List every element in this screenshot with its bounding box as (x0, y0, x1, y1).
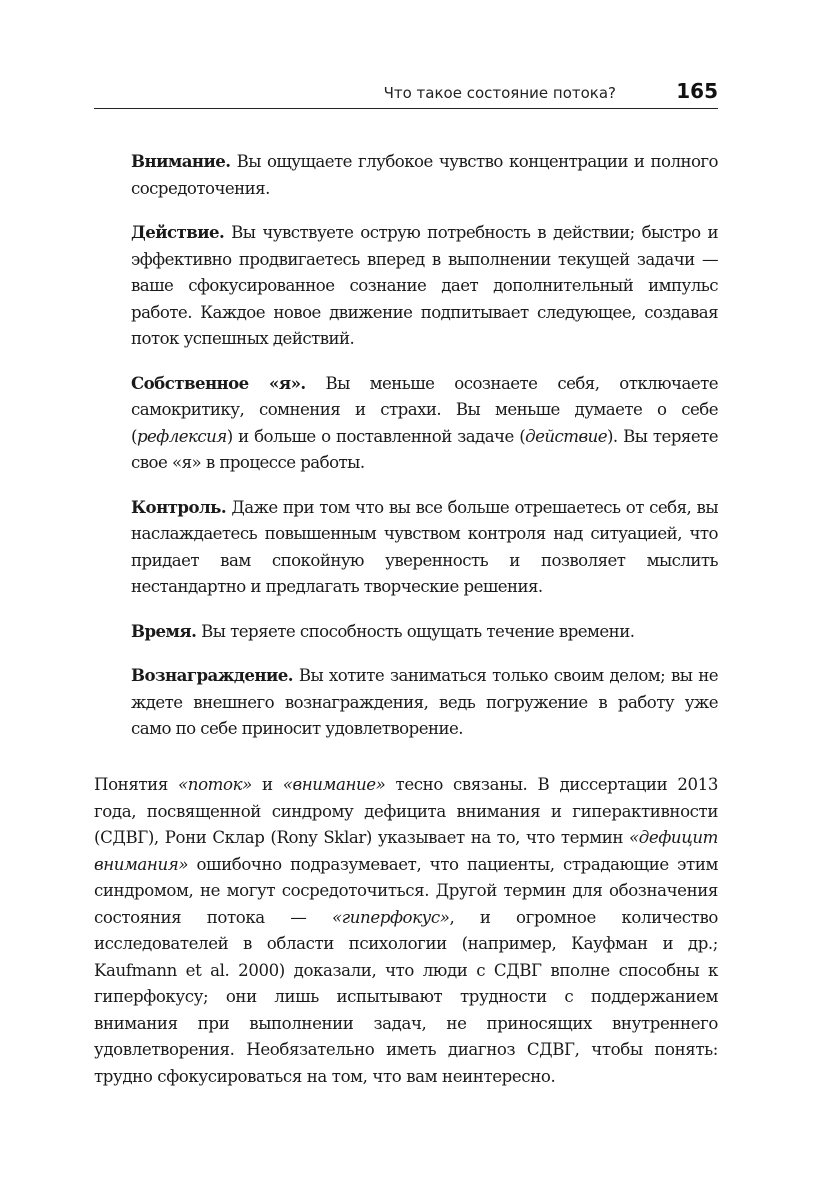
paragraph-emphasis: «гиперфокус» (332, 907, 450, 927)
paragraph-text: Понятия (94, 775, 179, 794)
item-text: Вы меньше осознаете себя, отключаете самокритику, сомнения и страхи. Вы меньше думаете о себе ( (131, 373, 718, 446)
paragraph-text: , и огромное количество исследователей в области психологии (например, Кауфман и др.; Kaufmann et al. 2000) доказали, что люди с СДВГ вполне способны к гиперфокусу; они лишь испытывают трудности с поддержанием внимания при выполнении задач, не приносящих внутреннего удовлетворения. Необязательно иметь диагноз СДВГ, чтобы понять: трудно сфокусироваться на том, что вам неинтересно. (94, 907, 718, 1086)
item-term: Вознаграждение. (131, 665, 294, 685)
paragraph-emphasis: «поток» (178, 775, 252, 794)
item-term: Собственное «я». (131, 372, 306, 393)
item-attention (131, 148, 718, 202)
item-action (131, 219, 718, 353)
chapter-title: Что такое состояние потока? (383, 84, 616, 102)
item-text: Вы теряете способность ощущать течение времени. (196, 621, 635, 641)
paragraph-text: тесно связаны. В диссертации 2013 года, посвященной синдрому дефицита внимания и гиперактивности (СДВГ), Рони Склар (Rony Sklar) указывает на то, что термин (94, 775, 718, 847)
body-paragraph (94, 772, 718, 1090)
page-number: 165 (676, 79, 718, 103)
item-text: Вы чувствуете острую потребность в действии; быстро и эффективно продвигаетесь вперед в выполнении текущей задачи — ваше сфокусированное сознание дает дополнительный импульс работе. Каждое новое движение подпитывает следующее, создавая поток успешных действий. (131, 223, 718, 348)
flow-components-list (131, 148, 718, 760)
paragraph-emphasis: «дефицит внимания» (94, 828, 718, 874)
item-term: Время. (131, 620, 197, 641)
item-text: Даже при том что вы все больше отрешаетесь от себя, вы наслаждаетесь повышенным чувством контроля над ситуацией, что придает вам спокойную уверенность и позволяет мыслить нестандартно и предлагать творческие решения. (131, 497, 718, 596)
item-term: Внимание. (131, 151, 231, 171)
item-term: Действие. (131, 222, 225, 242)
item-text: Вы хотите заниматься только своим делом; вы не ждете внешнего вознаграждения, ведь погружение в работу уже само по себе приносит удовлетворение. (131, 666, 718, 738)
item-text: ). Вы теряете свое «я» в процессе работы. (131, 426, 718, 472)
paragraph-emphasis: «внимание» (282, 775, 386, 794)
item-text: Вы ощущаете глубокое чувство концентрации и полного сосредоточения. (131, 152, 718, 198)
running-head (94, 78, 718, 109)
item-emphasis: действие (525, 426, 607, 446)
item-emphasis: рефлексия (136, 426, 227, 446)
item-time (131, 618, 718, 646)
item-control (131, 494, 718, 601)
item-self (131, 370, 718, 477)
item-reward (131, 662, 718, 743)
item-text: ) и больше о поставленной задаче ( (226, 426, 526, 446)
item-term: Контроль. (131, 496, 227, 517)
paragraph-text: и (251, 775, 283, 794)
paragraph-text: ошибочно подразумевает, что пациенты, страдающие этим синдромом, не могут сосредоточиться. Другой термин для обозначения состояния потока — (94, 854, 718, 927)
